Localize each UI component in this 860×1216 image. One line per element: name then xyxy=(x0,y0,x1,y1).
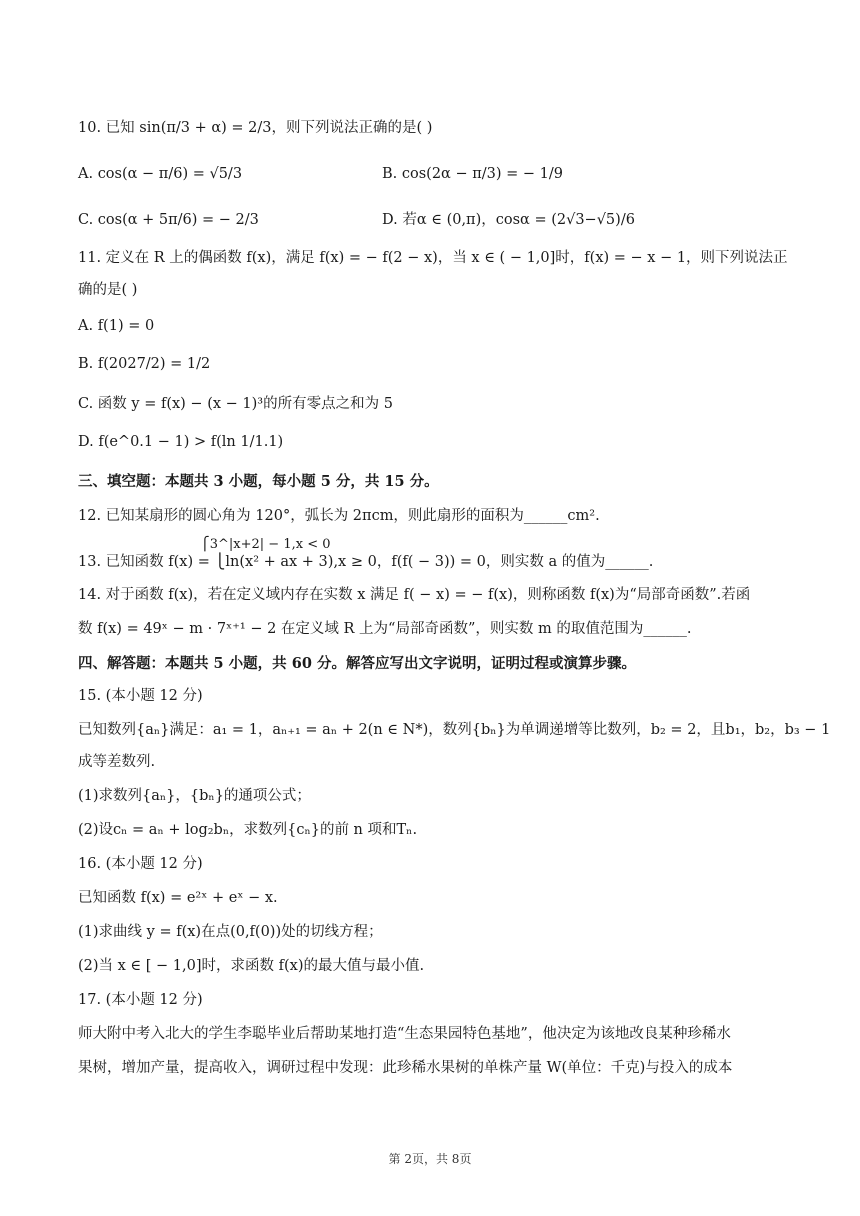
q10-option-d: D. 若α ∈ (0,π)，cosα = (2√3−√5)/6 xyxy=(382,212,635,228)
q15-header: 15. (本小题 12 分) xyxy=(78,688,203,704)
q17-header: 17. (本小题 12 分) xyxy=(78,992,203,1008)
q16-part2: (2)当 x ∈ [ − 1,0]时，求函数 f(x)的最大值与最小值. xyxy=(78,958,425,974)
q15-line2: 成等差数列. xyxy=(78,754,156,770)
q17-line1: 师大附中考入北大的学生李聪毕业后帮助某地打造“生态果园特色基地”，他决定为该地改良某种珍稀水 xyxy=(78,1026,731,1042)
q15-part2: (2)设cₙ = aₙ + log₂bₙ，求数列{cₙ}的前 n 项和Tₙ. xyxy=(78,822,418,838)
q10-option-a: A. cos(α − π/6) = √5/3 xyxy=(78,166,243,182)
q13-case1: ⎧3^|x+2| − 1,x < 0 xyxy=(200,537,331,552)
q15-line1: 已知数列{aₙ}满足：a₁ = 1，aₙ₊₁ = aₙ + 2(n ∈ N*)，数列{bₙ}为单调递增等比数列，b₂ = 2，且b₁，b₂，b₃ − 1 xyxy=(78,722,831,738)
q11-option-d: D. f(e^0.1 − 1) > f(ln 1/1.1) xyxy=(78,434,284,450)
q10-option-c: C. cos(α + 5π/6) = − 2/3 xyxy=(78,212,259,228)
q10-option-b: B. cos(2α − π/3) = − 1/9 xyxy=(382,166,563,182)
q17-line2: 果树，增加产量，提高收入，调研过程中发现：此珍稀水果树的单株产量 W(单位：千克)与投入的成本 xyxy=(78,1060,733,1076)
page-footer: 第 2页，共 8页 xyxy=(388,1152,472,1166)
q14-line2: 数 f(x) = 49ˣ − m · 7ˣ⁺¹ − 2 在定义域 R 上为“局部奇函数”，则实数 m 的取值范围为______. xyxy=(78,621,692,637)
q11-stem-line1: 11. 定义在 R 上的偶函数 f(x)，满足 f(x) = − f(2 − x)，当 x ∈ ( − 1,0]时，f(x) = − x − 1，则下列说法正 xyxy=(78,250,788,266)
q11-stem-line2: 确的是( ) xyxy=(78,282,138,298)
q16-header: 16. (本小题 12 分) xyxy=(78,856,203,872)
q16-line1: 已知函数 f(x) = e²ˣ + eˣ − x. xyxy=(78,890,278,906)
section-fill-in-heading: 三、填空题：本题共 3 小题，每小题 5 分，共 15 分。 xyxy=(78,473,439,490)
section-solutions-heading: 四、解答题：本题共 5 小题，共 60 分。解答应写出文字说明，证明过程或演算步骤。 xyxy=(78,655,636,672)
q15-part1: (1)求数列{aₙ}，{bₙ}的通项公式； xyxy=(78,788,311,804)
q10-stem: 10. 已知 sin(π/3 + α) = 2/3，则下列说法正确的是( ) xyxy=(78,120,433,136)
q11-option-b: B. f(2027/2) = 1/2 xyxy=(78,356,211,372)
q16-part1: (1)求曲线 y = f(x)在点(0,f(0))处的切线方程； xyxy=(78,924,383,940)
q14-line1: 14. 对于函数 f(x)，若在定义域内存在实数 x 满足 f( − x) = − f(x)，则称函数 f(x)为“局部奇函数”.若函 xyxy=(78,587,751,603)
q12-text: 12. 已知某扇形的圆心角为 120°，弧长为 2πcm，则此扇形的面积为______cm². xyxy=(78,508,600,524)
q11-option-c: C. 函数 y = f(x) − (x − 1)³的所有零点之和为 5 xyxy=(78,396,393,412)
q11-option-a: A. f(1) = 0 xyxy=(78,318,155,334)
q13-text: 13. 已知函数 f(x) = ⎩ln(x² + ax + 3),x ≥ 0，f(f( − 3)) = 0，则实数 a 的值为______. xyxy=(78,554,654,570)
